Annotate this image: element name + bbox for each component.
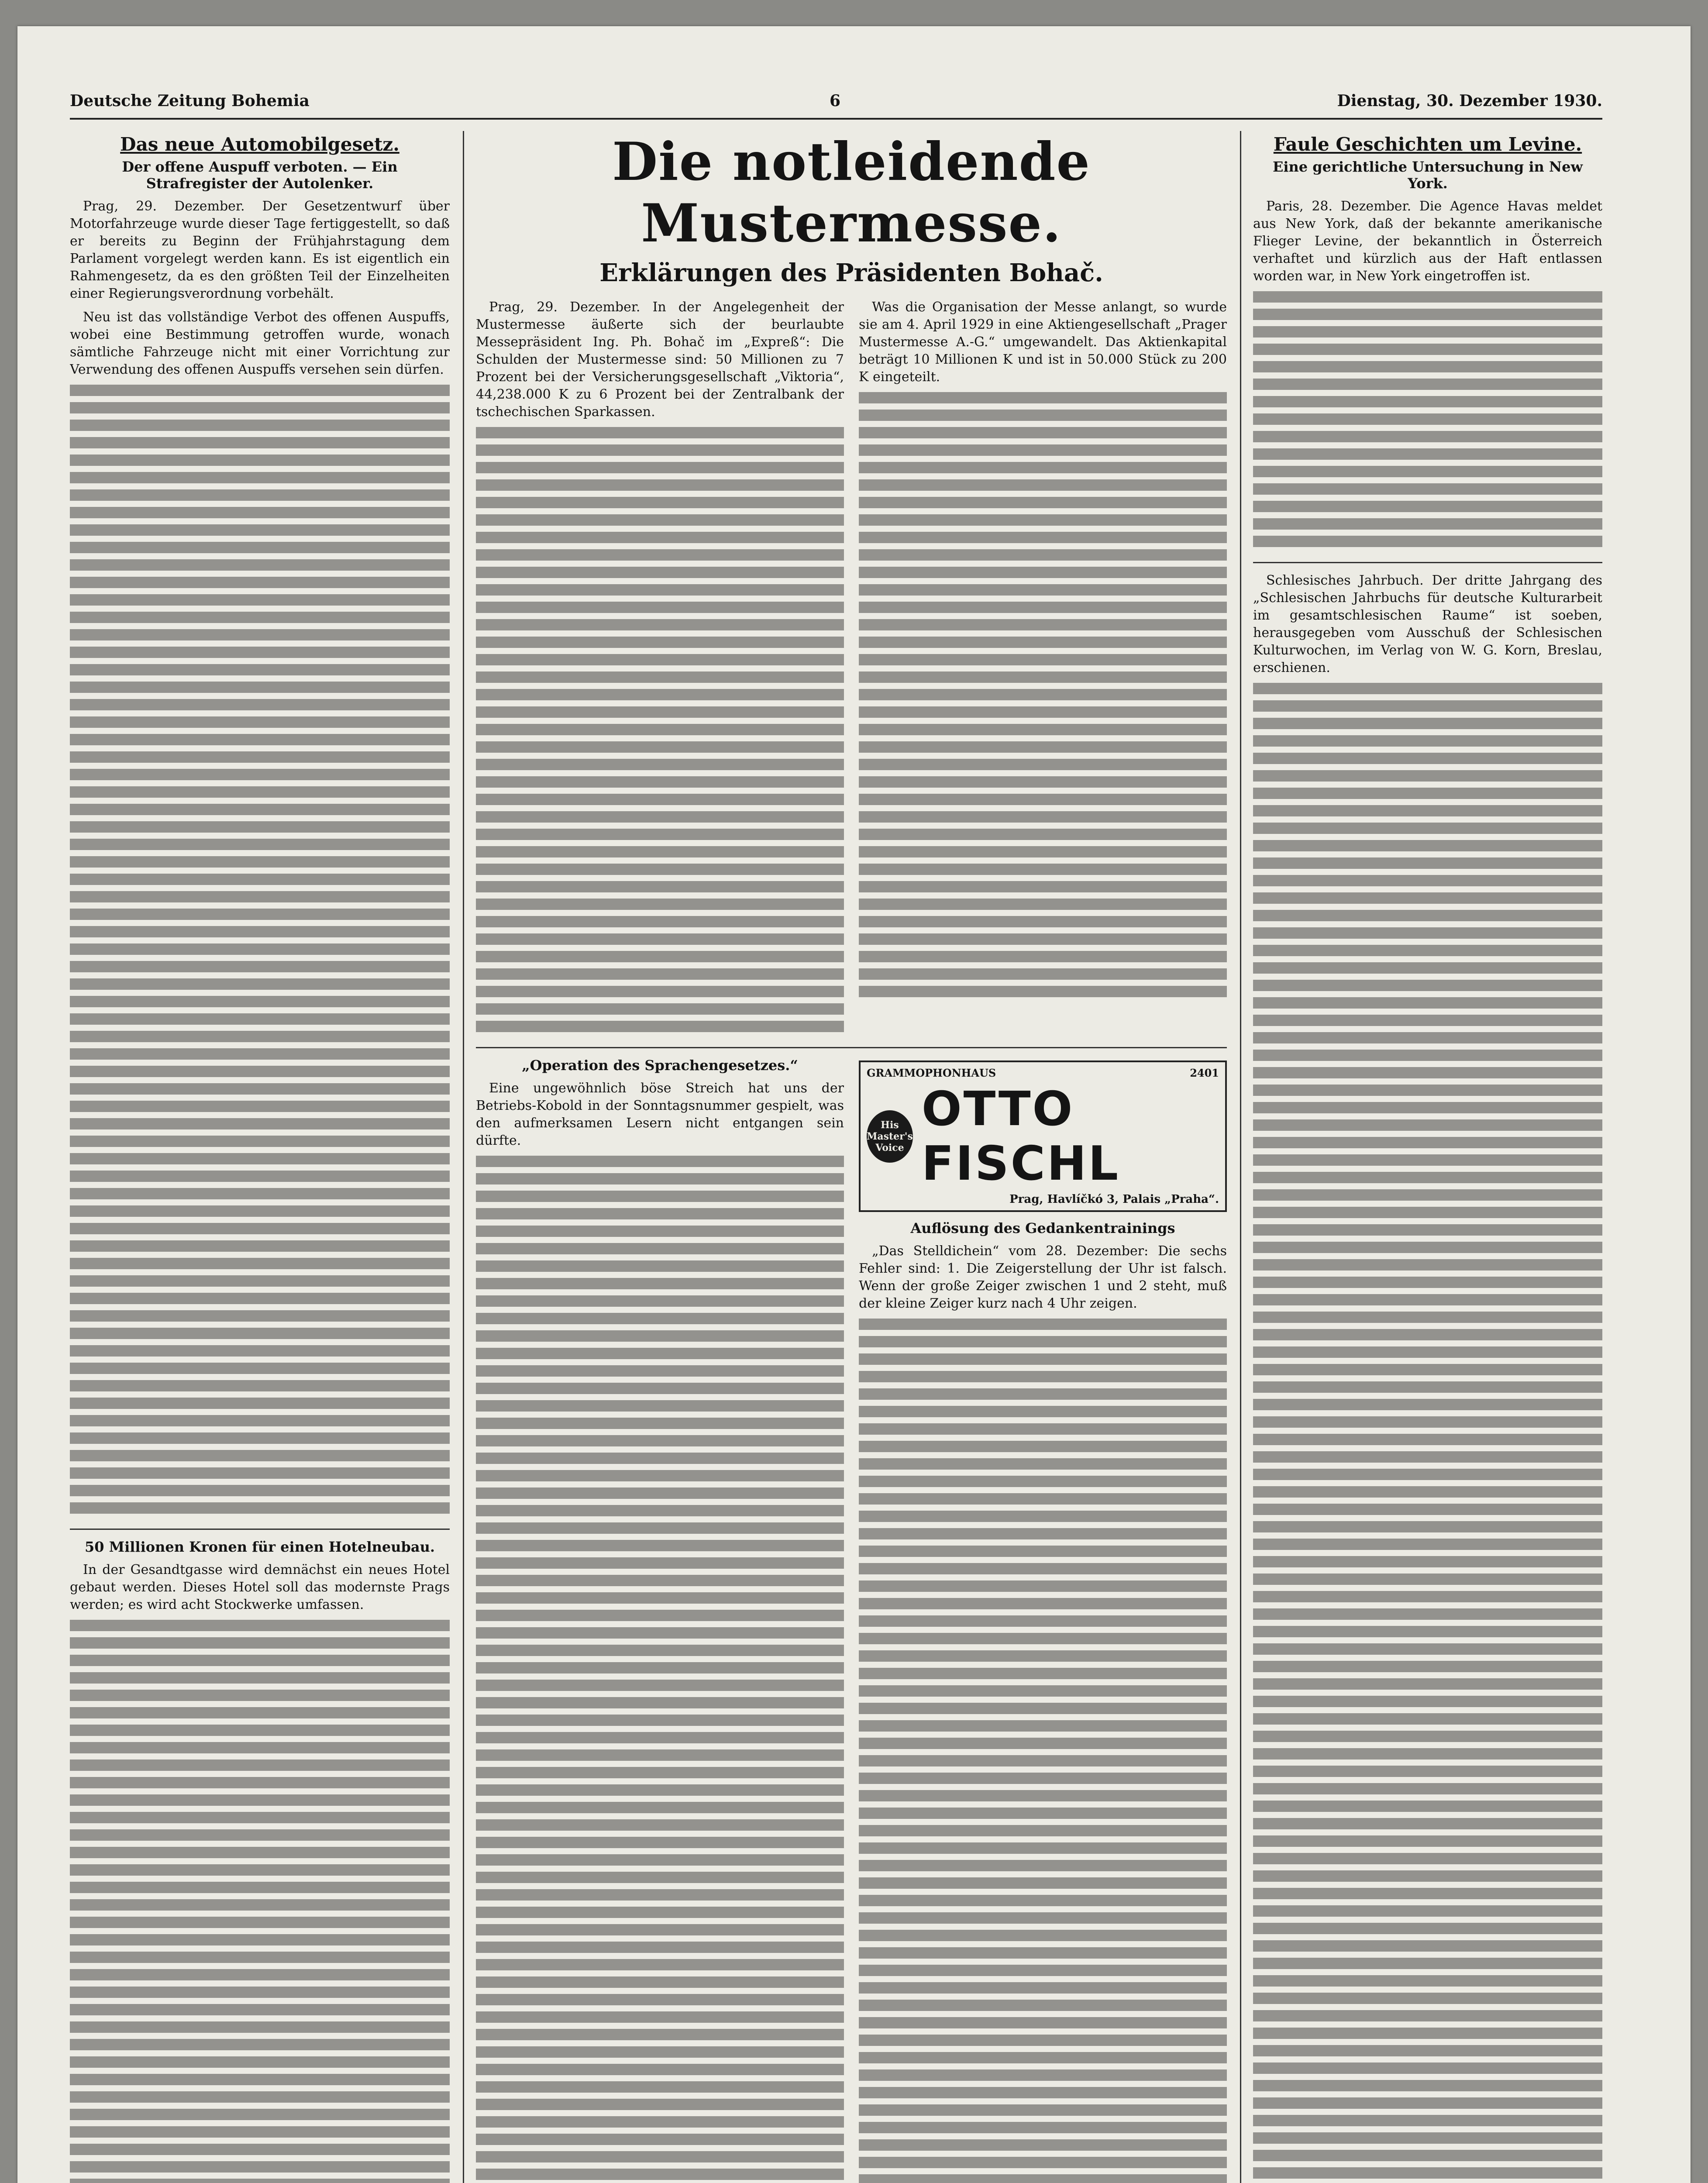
article-headline: Auflösung des Gedankentrainings (910, 1220, 1175, 1236)
lead-subhead: Erklärungen des Präsidenten Bohač. (599, 258, 1103, 287)
article-paragraph: Prag, 29. Dezember. Der Gesetzentwurf über Motorfahrzeuge wurde dieser Tage fertiggestellt, so daß er bereits zu Beginn der Frühjahrstagung dem Parlament vorgelegt werden kann. Es ist eigentlich ein Rahmengesetz, da es den größten Teil der Einzelheiten einer Regierungsverordnung vorbehält. (70, 199, 450, 301)
article-text-block (859, 392, 1227, 1003)
column-rule (1240, 131, 1241, 2183)
article-headline: Faule Geschichten um Levine. (1273, 134, 1582, 155)
article-text-block (476, 1156, 844, 2183)
newspaper-page (17, 26, 1691, 2183)
masthead-date: Dienstag, 30. Dezember 1930. (1337, 92, 1602, 110)
article-text-block (70, 1620, 450, 2183)
column-rule (463, 131, 464, 2183)
masthead (70, 92, 1602, 120)
ad-address: Prag, Havlíčkó 3, Palais „Praha“. (1009, 1193, 1219, 1206)
article-paragraph: Paris, 28. Dezember. Die Agence Havas meldet aus New York, daß der bekannte amerikanische Flieger Levine, der bekanntlich in Österreich verhaftet und kürzlich aus der Haft entlassen worden war, in New York eingetroffen ist. (1253, 199, 1602, 284)
lead-headline: Die notleidende Mustermesse. (612, 131, 1091, 254)
ad-label: GRAMMOPHONHAUS (867, 1067, 996, 1079)
article-text-block (1253, 291, 1602, 553)
right-column (1253, 131, 1602, 2183)
article-paragraph: Eine ungewöhnlich böse Streich hat uns der Betriebs-Kobold in der Sonntagsnummer gespielt, was den aufmerksamen Lesern nicht entgangen sein dürfte. (476, 1081, 844, 1148)
article-paragraph: Neu ist das vollständige Verbot des offenen Auspuffs, wobei eine Bestimmung getroffen wurde, wonach sämtliche Fahrzeuge nicht mit einer Vorrichtung zur Verwendung des offenen Auspuffs versehen sein dürfen. (70, 310, 450, 377)
article-text-block (1253, 683, 1602, 1818)
masthead-page-number: 6 (830, 92, 841, 110)
article-text-block (476, 427, 844, 1038)
middle-column (476, 131, 1227, 2183)
article-text-block (1253, 1818, 1602, 2183)
masthead-paper-name: Deutsche Zeitung Bohemia (70, 92, 310, 110)
article-text-block (70, 385, 450, 1520)
ad-company-name: OTTO FISCHL (921, 1082, 1120, 1191)
article-paragraph: Was die Organisation der Messe anlangt, so wurde sie am 4. April 1929 in eine Aktiengesellschaft „Prager Mustermesse A.-G.“ umgewandelt. Das Aktienkapital beträgt 10 Millionen K und ist in 50.000 Stück zu 200 K eingeteilt. (859, 300, 1227, 385)
article-subhead: Der offene Auspuff verboten. — Ein Strafregister der Autolenker. (122, 158, 398, 192)
article-separator (70, 1529, 450, 1530)
lead-article-body (476, 299, 1227, 1038)
article-text-block (859, 1319, 1227, 2183)
advertisement (859, 1061, 1227, 1212)
gramophone-logo-icon: His Master's Voice (867, 1110, 913, 1163)
article-subhead: Eine gerichtliche Untersuchung in New York. (1272, 158, 1583, 192)
article-paragraph: Schlesisches Jahrbuch. Der dritte Jahrgang des „Schlesischen Jahrbuchs für deutsche Kulturarbeit im gesamtschlesischen Raume“ ist soeben, herausgegeben vom Ausschuß der Schlesischen Kulturwochen, im Verlag von W. G. Korn, Breslau, erschienen. (1253, 573, 1602, 675)
article-paragraph: Prag, 29. Dezember. In der Angelegenheit der Mustermesse äußerte sich der beurlaubte Messepräsident Ing. Ph. Bohač im „Expreß“: Die Schulden der Mustermesse sind: 50 Millionen zu 7 Prozent bei der Versicherungsgesellschaft „Viktoria“, 44,238.000 K zu 6 Prozent bei der Zentralbank der tschechischen Sparkassen. (476, 300, 844, 420)
article-paragraph: In der Gesandtgasse wird demnächst ein neues Hotel gebaut werden. Dieses Hotel soll das modernste Prags werden; es wird acht Stockwerke umfassen. (70, 1562, 450, 1612)
article-headline: Das neue Automobilgesetz. (120, 134, 399, 155)
article-headline: 50 Millionen Kronen für einen Hotelneubau. (85, 1539, 435, 1555)
left-column (70, 131, 450, 2183)
article-paragraph: „Das Stelldichein“ vom 28. Dezember: Die sechs Fehler sind: 1. Die Zeigerstellung der Uhr ist falsch. Wenn der große Zeiger zwischen 1 und 2 steht, muß der kleine Zeiger kurz nach 4 Uhr zeigen. (859, 1243, 1227, 1311)
article-headline: „Operation des Sprachengesetzes.“ (522, 1057, 798, 1074)
ad-number: 2401 (1190, 1067, 1219, 1079)
middle-lower-section (476, 1057, 1227, 2183)
article-separator (476, 1047, 1227, 1048)
article-separator (1253, 562, 1602, 563)
